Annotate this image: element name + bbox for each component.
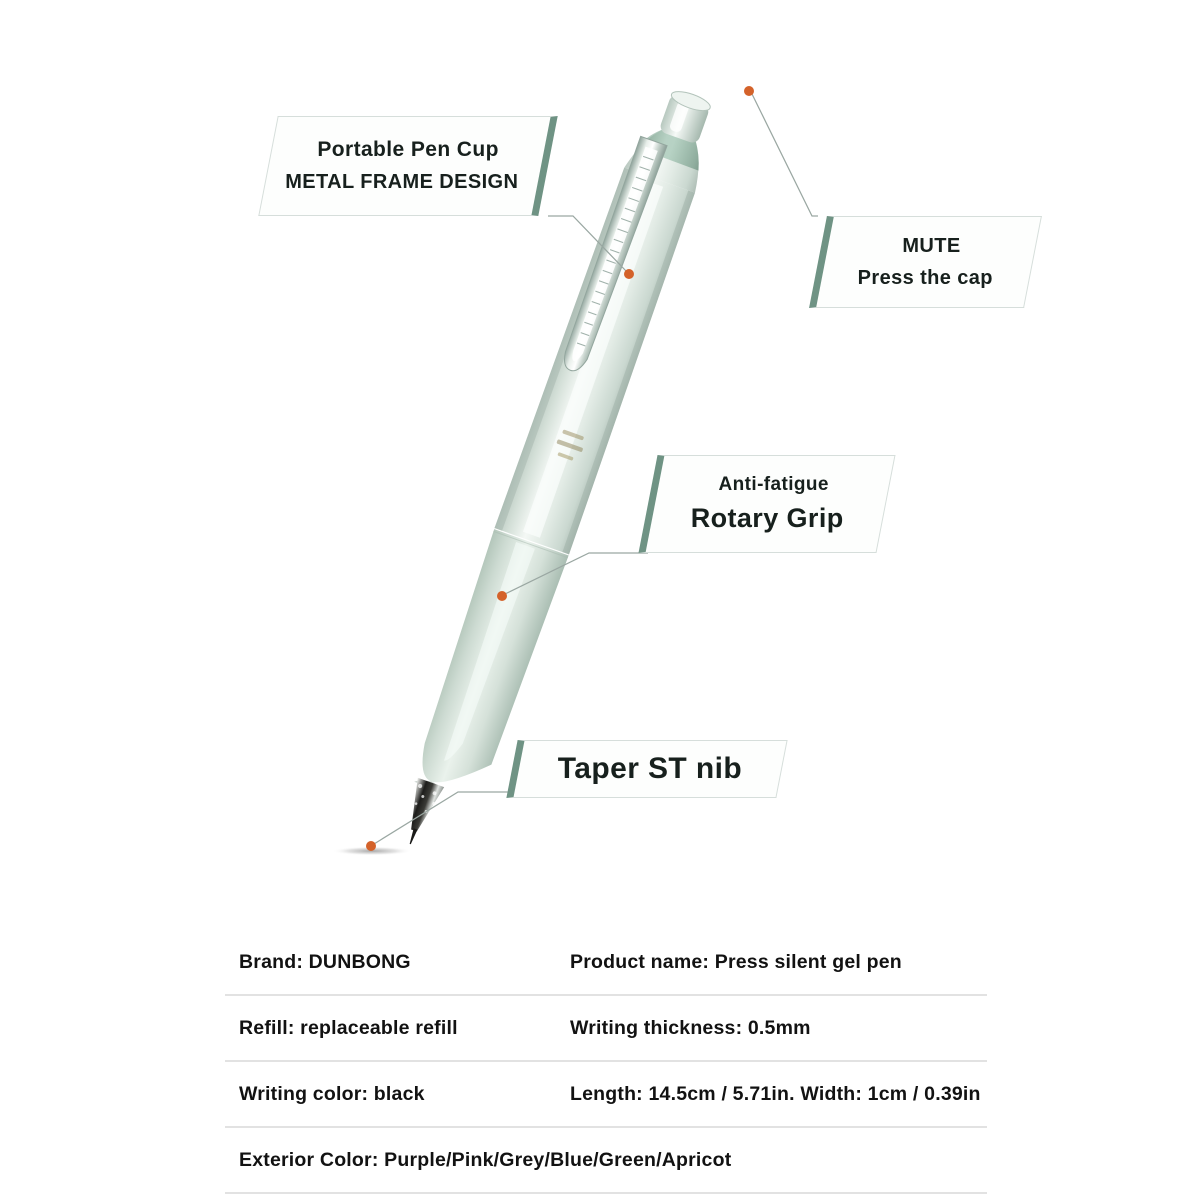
spec-exterior-color: Exterior Color: Purple/Pink/Grey/Blue/Green/Apricot [239,1148,732,1171]
anchor-dot-nib [366,841,376,851]
callout-portable-pen-cup [258,116,557,216]
spec-row-brand [225,930,987,996]
spec-writing-color: Writing color: black [239,1082,425,1105]
callout-mute-line2: Press the cap [857,266,994,289]
anchor-dot-pen-cup [624,269,634,279]
anchor-dot-mute [744,86,754,96]
specification-table [225,930,987,1194]
pen-nib-tip [408,828,417,844]
callout-grip-line2: Rotary Grip [690,502,844,533]
callout-pen-cup-line1: Portable Pen Cup [317,137,499,161]
callout-taper-st-nib [506,740,787,798]
callout-mute-line1: MUTE [902,234,961,257]
callout-pen-cup-line2: METAL FRAME DESIGN [285,171,519,194]
callout-rotary-grip [638,455,895,553]
spec-row-writing-color [225,1062,987,1128]
spec-product-name: Product name: Press silent gel pen [570,950,902,973]
callout-nib-line1: Taper ST nib [557,751,743,785]
leader-line-mute [752,94,818,216]
callout-grip-line1: Anti-fatigue [718,474,829,496]
spec-row-refill [225,996,987,1062]
spec-writing-thickness: Writing thickness: 0.5mm [570,1016,811,1039]
spec-refill: Refill: replaceable refill [239,1016,458,1039]
callout-mute [809,216,1042,308]
spec-brand: Brand: DUNBONG [239,950,411,973]
spec-dimensions: Length: 14.5cm / 5.71in. Width: 1cm / 0.39in [570,1082,981,1105]
anchor-dot-grip [497,591,507,601]
pen-nib-cone [401,778,444,835]
spec-row-exterior-color [225,1128,987,1194]
leader-line-nib [374,792,512,844]
